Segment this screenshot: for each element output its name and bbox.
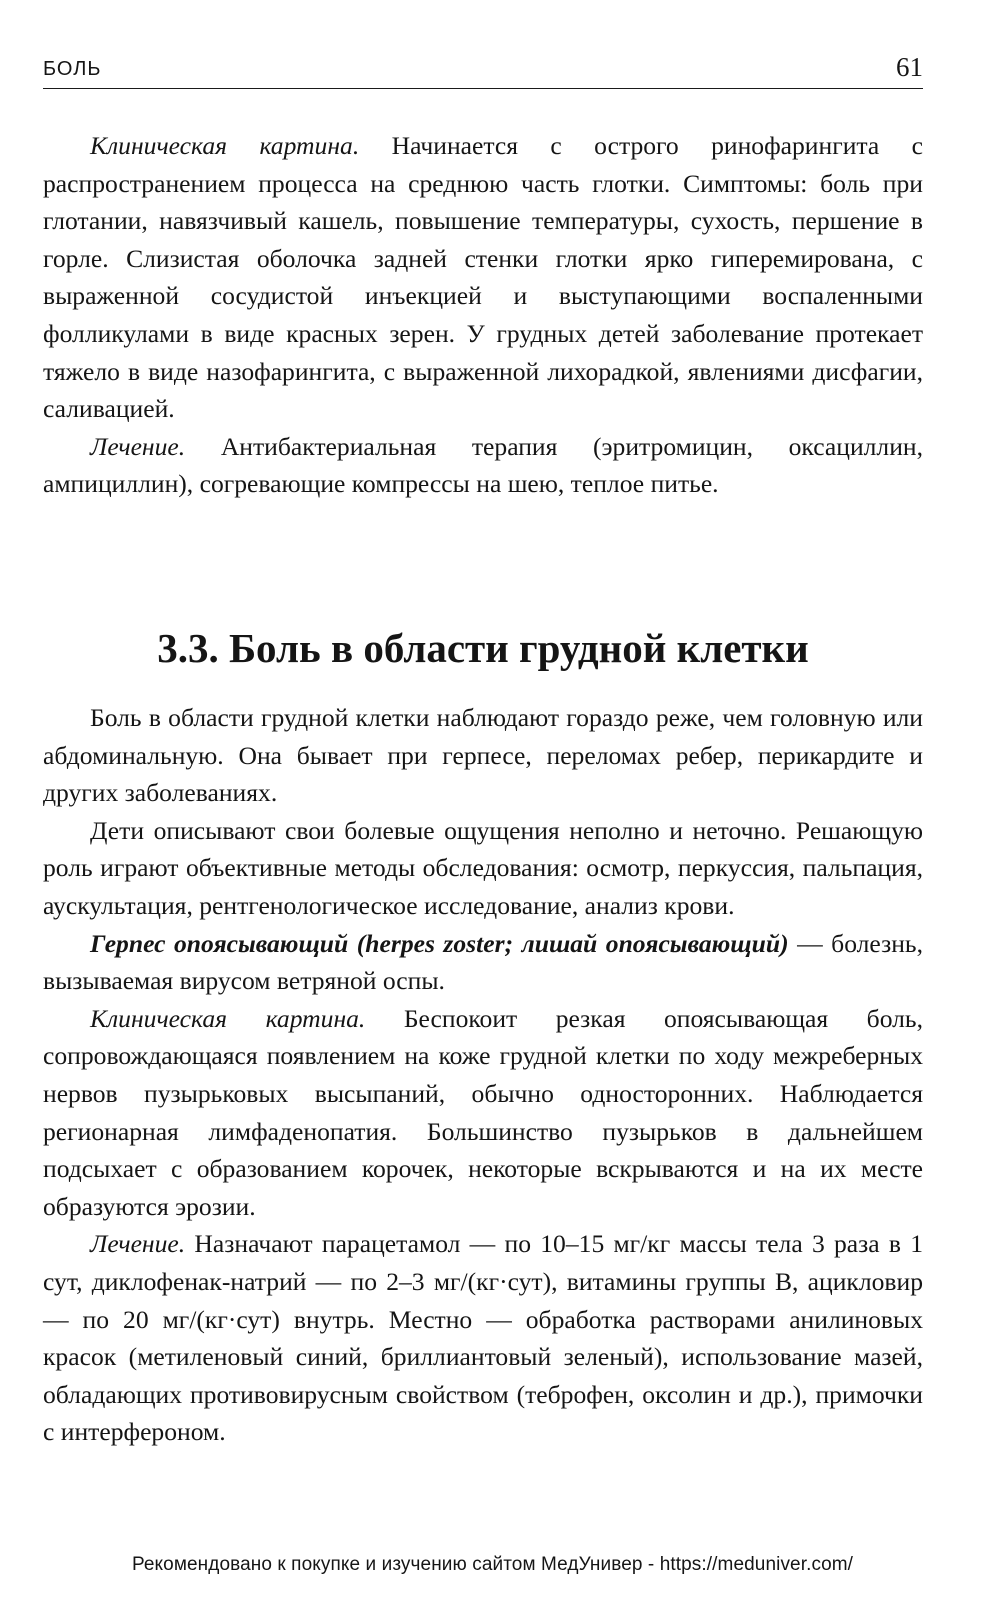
clinical-picture-lead: Клиническая картина. bbox=[90, 131, 360, 160]
chest-pain-section bbox=[43, 699, 923, 1451]
herpes-treatment-lead: Лечение. bbox=[90, 1229, 186, 1259]
herpes-definition-paragraph bbox=[43, 925, 923, 1000]
section-heading: 3.3. Боль в области грудной клетки bbox=[157, 625, 809, 671]
running-head bbox=[43, 50, 923, 89]
herpes-term: Герпес опоясывающий (herpes zoster; лишай опоясывающий) bbox=[90, 928, 789, 958]
herpes-clinical-lead: Клиническая картина. bbox=[90, 1003, 366, 1033]
herpes-clinical-text: Беспокоит резкая опоясывающая боль, сопровождающаяся появлением на коже грудной клетки по ходу межреберных нервов пузырьковых высыпаний, обычно односторонних. Наблюдается регионарная лимфаденопатия. Большинство пузырьков в дальнейшем подсыхает с образованием корочек, некоторые вскрываются и на их месте образуются эрозии. bbox=[43, 1003, 924, 1221]
herpes-treatment-text: Назначают парацетамол — по 10–15 мг/кг массы тела 3 раза в 1 сут, диклофенак-натрий — по 2–3 мг/(кг·сут), витамины группы В, ацикловир — по 20 мг/(кг·сут) внутрь. Местно — обработка растворами анилиновых красок (метиленовый синий, бриллиантовый зеленый), использование мазей, обладающих противовирусным свойством (теброфен, оксолин и др.), примочки с интерфероном. bbox=[43, 1229, 923, 1447]
running-title: БОЛЬ bbox=[43, 58, 102, 80]
treatment-paragraph bbox=[43, 428, 923, 503]
treatment-lead: Лечение. bbox=[90, 431, 186, 461]
footer-watermark-text: Рекомендовано к покупке и изучению сайтом МедУнивер - https://meduniver.com/ bbox=[131, 1554, 854, 1575]
pharyngitis-continuation bbox=[43, 127, 923, 503]
treatment-text: Антибактериальная терапия (эритромицин, оксациллин, ампициллин), согревающие компрессы на шею, теплое питье. bbox=[43, 431, 923, 499]
diagnostics-paragraph: Дети описывают свои болевые ощущения неполно и неточно. Решающую роль играют объективные методы обследования: осмотр, перкуссия, пальпация, аускультация, рентгенологическое исследование, анализ крови. bbox=[43, 815, 923, 920]
clinical-picture-paragraph bbox=[43, 127, 923, 428]
herpes-definition: — болезнь, вызываемая вирусом ветряной оспы. bbox=[43, 928, 923, 996]
clinical-picture-text: Начинается с острого ринофарингита с распространением процесса на среднюю часть глотки. Симптомы: боль при глотании, навязчивый кашель, повышение температуры, сухость, першение в горле. Слизистая оболочка задней стенки глотки ярко гиперемирована, с выраженной сосудистой инъекцией и выступающими воспаленными фолликулами в виде красных зерен. У грудных детей заболевание протекает тяжело в виде назофарингита, с выраженной лихорадкой, явлениями дисфагии, саливацией. bbox=[43, 131, 923, 424]
page-number: 61 bbox=[896, 52, 923, 82]
herpes-treatment-paragraph bbox=[43, 1225, 923, 1451]
intro-paragraph: Боль в области грудной клетки наблюдают гораздо реже, чем головную или абдоминальную. Она бывает при герпесе, переломах ребер, перикардите и других заболеваниях. bbox=[43, 703, 923, 808]
herpes-clinical-paragraph bbox=[43, 1000, 923, 1226]
